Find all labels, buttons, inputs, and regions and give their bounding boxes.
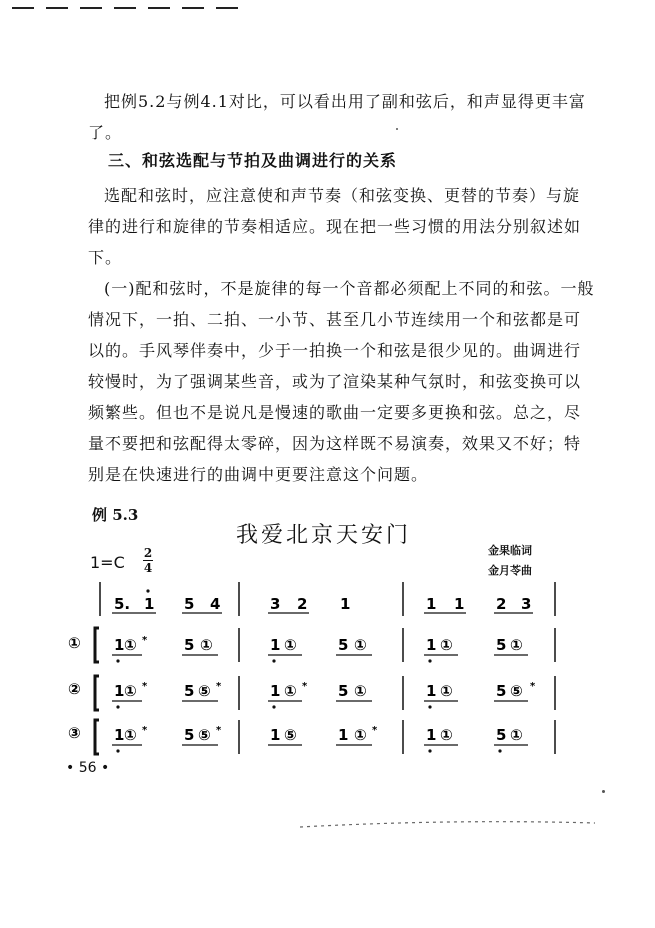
svg-text:*: * [530, 681, 536, 692]
key-signature: 1=C [90, 553, 125, 572]
chord: ① [354, 636, 367, 654]
chord: ① [124, 726, 137, 744]
note: 5 [496, 636, 507, 654]
note: 1 [426, 726, 437, 744]
chord: ① [510, 636, 523, 654]
accompaniment-row-3 [112, 725, 528, 753]
chord: ① [284, 636, 297, 654]
svg-text:*: * [142, 681, 148, 692]
paragraph-3: (一)配和弦时，不是旋律的每一个音都必须配上不同的和弦。一般情况下，一拍、二拍、一小节、甚至几小节连续用一个和弦都是可以的。手风琴伴奏中，少于一拍换一个和弦是很少见的。曲调进行较慢时，为了强调某些音，或为了渲染某种气氛时，和弦变换可以频繁些。但也不是说凡是慢速的歌曲一定要多更换和弦。总之，尽量不要把和弦配得太零碎，因为这样既不易演奏，效果又不好；特别是在快速进行的曲调中更要注意这个问题。 [88, 279, 595, 484]
example-label: 例 5.3 [92, 506, 139, 524]
note: 5 [184, 595, 195, 613]
note: 1 [340, 595, 351, 613]
paragraph-2: 选配和弦时，应注意使和声节奏（和弦变换、更替的节奏）与旋律的进行和旋律的节奏相适应。现在把一些习惯的用法分别叙述如下。 [88, 186, 582, 267]
brackets [95, 628, 99, 754]
note: 5 [496, 726, 507, 744]
note: 1 [114, 636, 125, 654]
chord: ① [510, 726, 523, 744]
note: 1 [454, 595, 465, 613]
note: 1 [270, 726, 281, 744]
chord: ① [124, 682, 137, 700]
note: 3 [270, 595, 281, 613]
svg-text:*: * [142, 725, 148, 736]
note: 5 [496, 682, 507, 700]
note: 2 [496, 595, 507, 613]
chord: ⑤ [510, 682, 523, 700]
chord: ⑤ [198, 726, 211, 744]
song-title: 我爱北京天安门 [236, 523, 412, 548]
note: 5 [338, 682, 349, 700]
accompaniment-row-1 [112, 635, 528, 663]
note: 5 [184, 682, 195, 700]
row-label-3: ③ [68, 724, 81, 742]
chord: ① [284, 682, 297, 700]
note: 1 [426, 595, 437, 613]
chord: ⑤ [198, 682, 211, 700]
paragraph-1: 把例5.2与例4.1对比，可以看出用了副和弦后，和声显得更丰富了。 [88, 92, 586, 142]
accompaniment-row-2 [112, 681, 536, 709]
note: 5 [184, 726, 195, 744]
note: 3 [521, 595, 532, 613]
row-label-2: ② [68, 680, 81, 698]
note: 1 [270, 636, 281, 654]
svg-text:*: * [216, 681, 222, 692]
row-label-1: ① [68, 634, 81, 652]
svg-text:*: * [372, 725, 378, 736]
note: 5. [114, 595, 131, 613]
svg-text:*: * [302, 681, 308, 692]
time-signature: 2 4 [143, 546, 153, 575]
note: 1 [426, 682, 437, 700]
chord: ① [440, 726, 453, 744]
chord: ① [354, 682, 367, 700]
scan-smudge [300, 815, 600, 835]
chord: ① [440, 636, 453, 654]
chord: ① [124, 636, 137, 654]
note: 1 [338, 726, 349, 744]
note: 5 [338, 636, 349, 654]
composer-credit: 金月苓曲 [488, 564, 532, 577]
melody-row [112, 589, 533, 613]
svg-text:*: * [216, 725, 222, 736]
note: 1 [114, 726, 125, 744]
note: 1 [144, 595, 155, 613]
chord: ① [354, 726, 367, 744]
scan-speck [396, 128, 398, 130]
note: 1 [426, 636, 437, 654]
svg-text:*: * [142, 635, 148, 646]
chord: ① [200, 636, 213, 654]
section-heading: 三、和弦选配与节拍及曲调进行的关系 [108, 151, 398, 170]
chord: ① [440, 682, 453, 700]
note: 4 [210, 595, 221, 613]
note: 1 [270, 682, 281, 700]
note: 2 [297, 595, 308, 613]
note: 1 [114, 682, 125, 700]
lyricist-credit: 金果临词 [488, 544, 532, 557]
scan-speck [602, 790, 605, 793]
bar-lines [100, 582, 555, 754]
page-number: • 56 • [66, 760, 110, 776]
note: 5 [184, 636, 195, 654]
chord: ⑤ [284, 726, 297, 744]
